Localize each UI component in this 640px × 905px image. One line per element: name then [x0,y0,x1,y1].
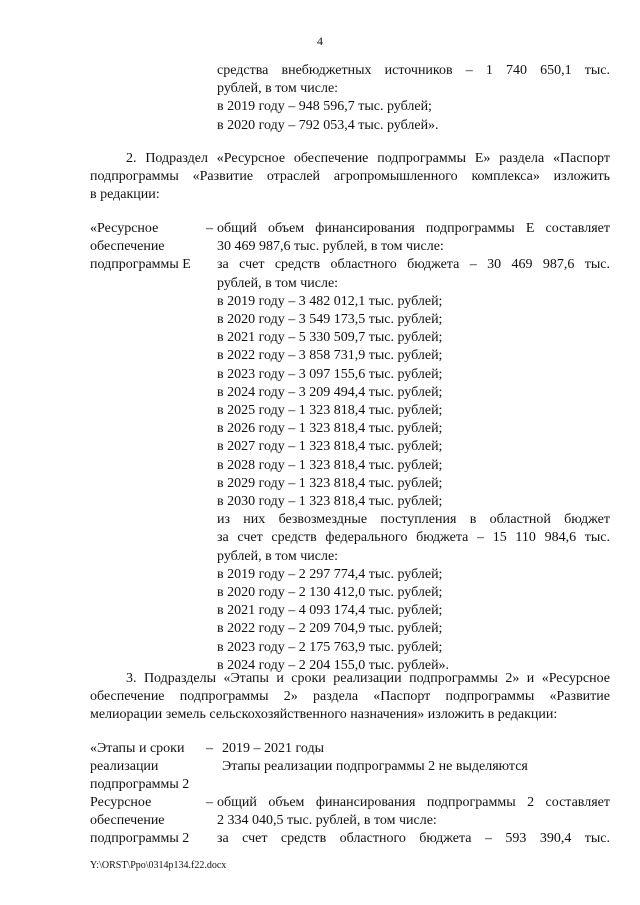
dash: – [206,741,213,756]
file-path: Y:\ORST\Ppo\0314p134.f22.docx [90,860,227,871]
text-line: средства внебюджетных источников – 1 740 650,1 тыс. [217,63,610,78]
text-line: в 2025 году – 1 323 818,4 тыс. рублей; [217,403,443,419]
text-line: в 2023 году – 2 175 763,9 тыс. рублей; [217,639,443,655]
text-line: за счет средств областного бюджета – 593 390,4 тыс. [217,831,610,847]
label-line: подпрограммы 2 [90,831,190,847]
text-line: в 2020 году – 3 549 173,5 тыс. рублей; [217,312,443,328]
label-line: реализации [90,759,159,775]
text-line: в 2029 году – 1 323 818,4 тыс. рублей; [217,475,443,491]
text-line: в 2023 году – 3 097 155,6 тыс. рублей; [217,366,443,382]
text-line: в 2022 году – 2 209 704,9 тыс. рублей; [217,621,443,637]
text-line: в 2026 году – 1 323 818,4 тыс. рублей; [217,421,443,437]
text-line: общий объем финансирования подпрограммы Е составляет [217,221,610,236]
text-line: в 2020 году – 2 130 412,0 тыс. рублей; [217,585,443,601]
text-line: общий объем финансирования подпрограммы 2 составляет [217,795,610,810]
text-line: мелиорации земель сельскохозяйственного назначения» изложить в редакции: [90,707,558,723]
text-line: рублей, в том числе: [217,275,339,291]
dash: – [206,221,213,236]
table-2-label-resource [90,794,215,849]
text-line: за счет средств областного бюджета – 30 469 987,6 тыс. [217,257,610,273]
text-line: обеспечение подпрограммы 2» раздела «Паспорт подпрограммы «Развитие [90,689,610,705]
text-line: Этапы реализации подпрограммы 2 не выделяются [222,759,528,774]
text-line: в 2024 году – 3 209 494,4 тыс. рублей; [217,384,443,400]
text-line: в 2027 году – 1 323 818,4 тыс. рублей; [217,439,443,455]
dash: – [206,795,213,810]
text-line: в 2028 году – 1 323 818,4 тыс. рублей; [217,457,443,473]
label-line: «Этапы и сроки [90,741,185,756]
continuation-block [217,62,610,135]
text-line: из них безвозмездные поступления в областной бюджет [217,512,610,528]
text-line: в 2019 году – 2 297 774,4 тыс. рублей; [217,566,443,582]
text-line: 2 334 040,5 тыс. рублей, в том числе: [217,813,437,829]
label-line: обеспечение [90,239,165,255]
table-e-values [217,220,610,675]
text-line: 3. Подразделы «Этапы и сроки реализации подпрограммы 2» и «Ресурсное [126,671,610,686]
text-line: в 2021 году – 4 093 174,4 тыс. рублей; [217,603,443,619]
table-2-resource-values [217,794,610,849]
text-line: в 2024 году – 2 204 155,0 тыс. рублей». [217,657,450,673]
text-line: подпрограммы «Развитие отраслей агропромышленного комплекса» изложить [90,169,610,185]
text-line: в 2022 году – 3 858 731,9 тыс. рублей; [217,348,443,364]
label-line: Ресурсное [90,795,152,810]
text-line: 30 469 987,6 тыс. рублей, в том числе: [217,239,444,255]
section-3-paragraph [90,670,610,725]
page-number: 4 [317,34,323,48]
table-e-label [90,220,215,275]
text-line: рублей, в том числе: [217,81,339,97]
label-line: подпрограммы Е [90,257,191,273]
text-line: рублей, в том числе: [217,548,339,564]
text-line: в редакции: [90,187,160,203]
text-line: 2. Подраздел «Ресурсное обеспечение подпрограммы Е» раздела «Паспорт [126,151,610,166]
text-line: в 2030 году – 1 323 818,4 тыс. рублей; [217,494,443,510]
label-line: «Ресурсное [90,221,159,236]
text-line: в 2019 году – 948 596,7 тыс. рублей; [217,99,432,115]
text-line: в 2020 году – 792 053,4 тыс. рублей». [217,117,439,133]
text-line: в 2021 году – 5 330 509,7 тыс. рублей; [217,330,443,346]
section-2-paragraph [90,150,610,205]
text-line: 2019 – 2021 годы [222,741,325,756]
table-2-label-stages [90,740,215,795]
label-line: подпрограммы 2 [90,777,190,793]
text-line: за счет средств федерального бюджета – 15 110 984,6 тыс. [217,530,610,546]
text-line: в 2019 году – 3 482 012,1 тыс. рублей; [217,293,443,309]
label-line: обеспечение [90,813,165,829]
